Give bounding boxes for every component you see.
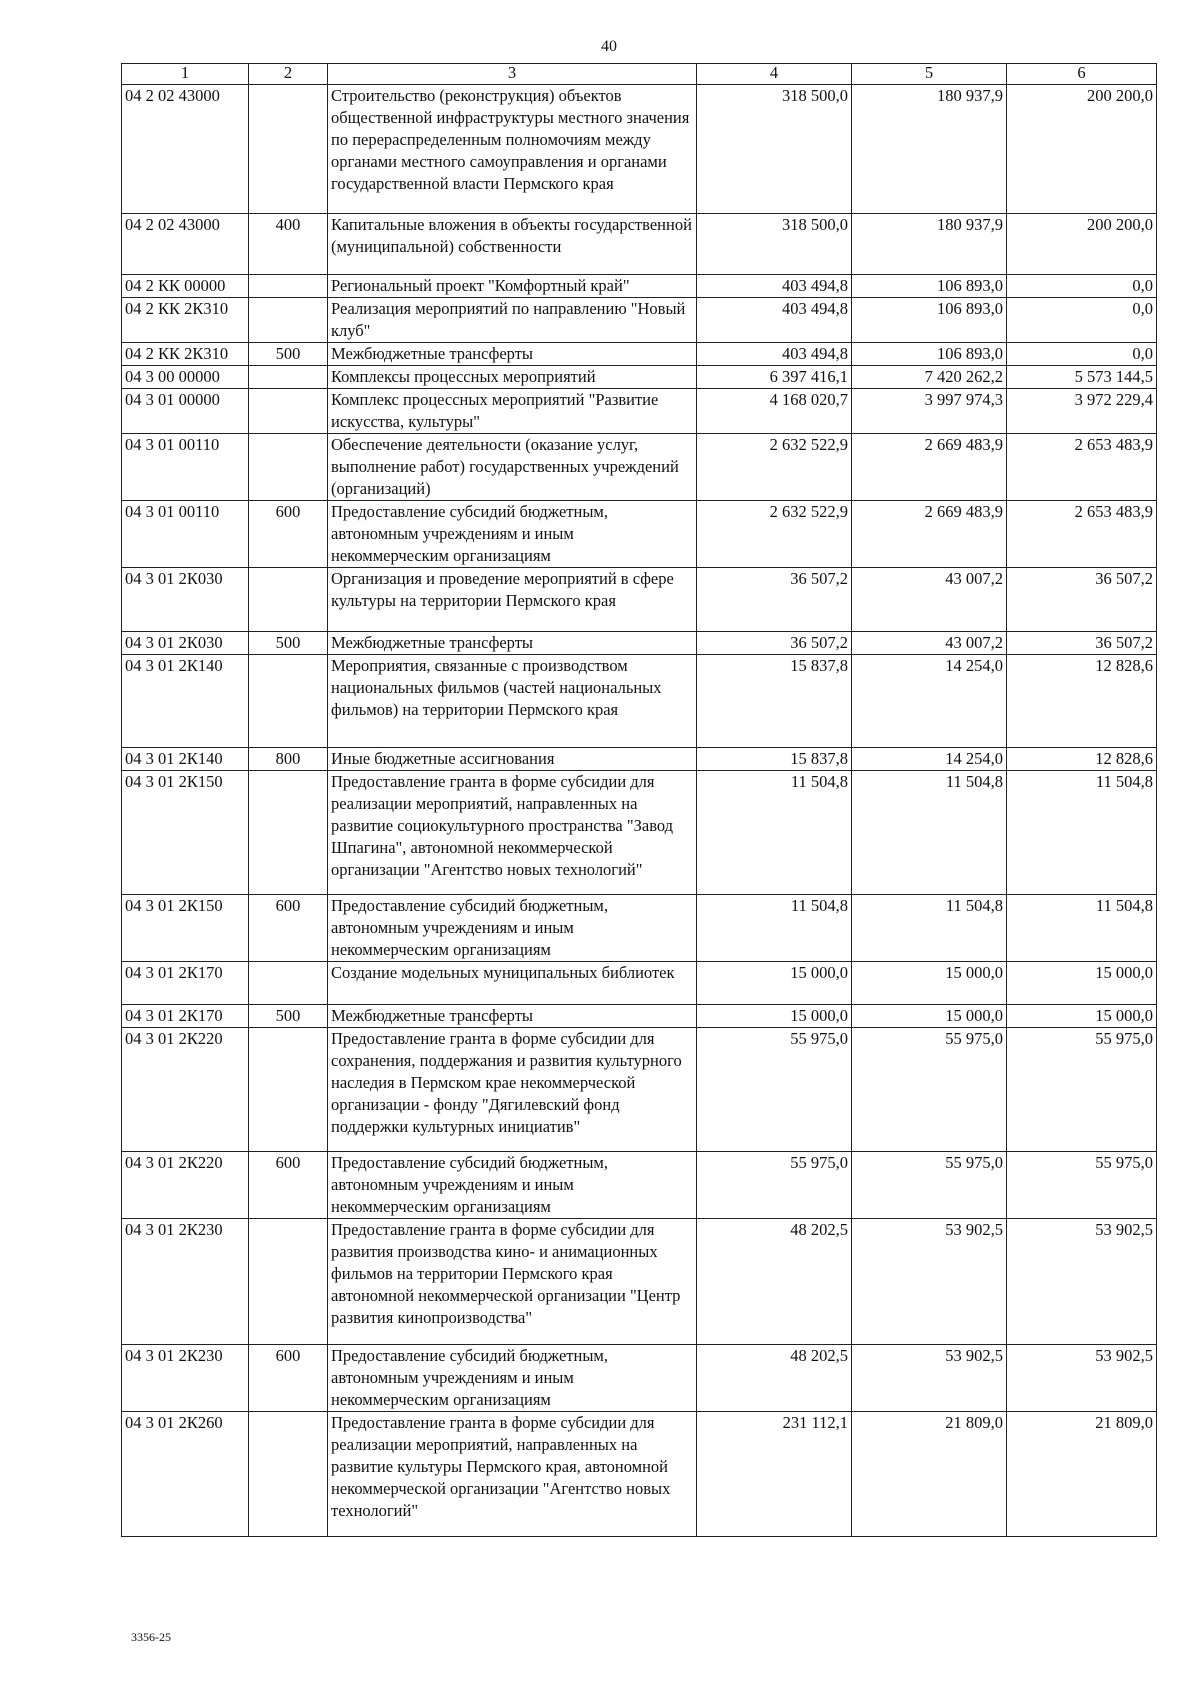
amount-col-6: 15 000,0	[1007, 962, 1157, 1005]
table-row	[122, 748, 1157, 771]
amount-col-5: 55 975,0	[852, 1152, 1007, 1219]
amount-col-5: 53 902,5	[852, 1219, 1007, 1345]
expense-type-code: 500	[249, 1005, 328, 1028]
budget-code: 04 3 01 2К150	[122, 771, 249, 895]
table-row	[122, 568, 1157, 632]
item-description: Предоставление гранта в форме субсидии для сохранения, поддержания и развития культурного наследия в Пермском крае некоммерческой организации - фонду "Дягилевский фонд поддержки культурных инициатив"	[328, 1028, 697, 1152]
amount-col-4: 6 397 416,1	[697, 366, 852, 389]
table-row	[122, 1028, 1157, 1152]
table-row	[122, 343, 1157, 366]
table-row	[122, 275, 1157, 298]
amount-col-5: 2 669 483,9	[852, 501, 1007, 568]
table-row	[122, 1005, 1157, 1028]
budget-table	[121, 63, 1157, 1537]
table-row	[122, 1345, 1157, 1412]
header-row	[122, 64, 1157, 85]
col-header-5: 5	[852, 64, 1007, 85]
item-description: Комплексы процессных мероприятий	[328, 366, 697, 389]
budget-code: 04 3 01 00110	[122, 434, 249, 501]
amount-col-4: 15 837,8	[697, 748, 852, 771]
table-row	[122, 895, 1157, 962]
amount-col-5: 106 893,0	[852, 275, 1007, 298]
expense-type-code	[249, 85, 328, 214]
budget-code: 04 3 01 2К140	[122, 748, 249, 771]
amount-col-6: 2 653 483,9	[1007, 501, 1157, 568]
item-description: Обеспечение деятельности (оказание услуг, выполнение работ) государственных учреждений (организаций)	[328, 434, 697, 501]
table-row	[122, 632, 1157, 655]
budget-code: 04 3 01 2К170	[122, 1005, 249, 1028]
col-header-6: 6	[1007, 64, 1157, 85]
amount-col-4: 48 202,5	[697, 1345, 852, 1412]
budget-code: 04 2 КК 2К310	[122, 343, 249, 366]
amount-col-4: 15 000,0	[697, 962, 852, 1005]
item-description: Реализация мероприятий по направлению "Новый клуб"	[328, 298, 697, 343]
budget-code: 04 3 01 2К150	[122, 895, 249, 962]
expense-type-code	[249, 771, 328, 895]
budget-code: 04 2 КК 00000	[122, 275, 249, 298]
amount-col-6: 2 653 483,9	[1007, 434, 1157, 501]
amount-col-5: 15 000,0	[852, 962, 1007, 1005]
amount-col-5: 43 007,2	[852, 568, 1007, 632]
item-description: Создание модельных муниципальных библиотек	[328, 962, 697, 1005]
amount-col-4: 48 202,5	[697, 1219, 852, 1345]
amount-col-5: 21 809,0	[852, 1412, 1007, 1537]
item-description: Предоставление гранта в форме субсидии для реализации мероприятий, направленных на развитие культуры Пермского края, автономной некоммерческой организации "Агентство новых технологий"	[328, 1412, 697, 1537]
expense-type-code: 500	[249, 632, 328, 655]
amount-col-6: 15 000,0	[1007, 1005, 1157, 1028]
budget-code: 04 3 01 2К220	[122, 1028, 249, 1152]
amount-col-4: 403 494,8	[697, 343, 852, 366]
budget-code: 04 3 01 2К170	[122, 962, 249, 1005]
item-description: Региональный проект "Комфортный край"	[328, 275, 697, 298]
amount-col-5: 14 254,0	[852, 655, 1007, 748]
budget-code: 04 3 01 2К230	[122, 1345, 249, 1412]
expense-type-code	[249, 298, 328, 343]
item-description: Строительство (реконструкция) объектов общественной инфраструктуры местного значения по перераспределенным полномочиям между органами местного самоуправления и органами государственной власти Пермского края	[328, 85, 697, 214]
document-id: 3356-25	[131, 1630, 171, 1644]
amount-col-4: 36 507,2	[697, 568, 852, 632]
table-row	[122, 434, 1157, 501]
item-description: Предоставление гранта в форме субсидии для развития производства кино- и анимационных фильмов на территории Пермского края автономной некоммерческой организации "Центр развития кинопроизводства"	[328, 1219, 697, 1345]
amount-col-6: 5 573 144,5	[1007, 366, 1157, 389]
amount-col-6: 3 972 229,4	[1007, 389, 1157, 434]
amount-col-4: 11 504,8	[697, 895, 852, 962]
expense-type-code: 600	[249, 895, 328, 962]
amount-col-5: 55 975,0	[852, 1028, 1007, 1152]
item-description: Капитальные вложения в объекты государственной (муниципальной) собственности	[328, 214, 697, 275]
page-number: 40	[601, 38, 617, 55]
amount-col-4: 403 494,8	[697, 298, 852, 343]
amount-col-6: 0,0	[1007, 298, 1157, 343]
table-row	[122, 1412, 1157, 1537]
amount-col-6: 55 975,0	[1007, 1152, 1157, 1219]
expense-type-code	[249, 1219, 328, 1345]
amount-col-6: 200 200,0	[1007, 85, 1157, 214]
expense-type-code	[249, 1412, 328, 1537]
amount-col-6: 12 828,6	[1007, 655, 1157, 748]
item-description: Организация и проведение мероприятий в сфере культуры на территории Пермского края	[328, 568, 697, 632]
expense-type-code: 500	[249, 343, 328, 366]
expense-type-code	[249, 655, 328, 748]
amount-col-6: 200 200,0	[1007, 214, 1157, 275]
item-description: Предоставление гранта в форме субсидии для реализации мероприятий, направленных на развитие социокультурного пространства "Завод Шпагина", автономной некоммерческой организации "Агентство новых технологий"	[328, 771, 697, 895]
amount-col-4: 318 500,0	[697, 85, 852, 214]
item-description: Иные бюджетные ассигнования	[328, 748, 697, 771]
table-row	[122, 1219, 1157, 1345]
expense-type-code: 600	[249, 501, 328, 568]
amount-col-4: 15 837,8	[697, 655, 852, 748]
item-description: Предоставление субсидий бюджетным, автономным учреждениям и иным некоммерческим организациям	[328, 1152, 697, 1219]
amount-col-6: 36 507,2	[1007, 632, 1157, 655]
item-description: Мероприятия, связанные с производством национальных фильмов (частей национальных фильмов) на территории Пермского края	[328, 655, 697, 748]
amount-col-4: 403 494,8	[697, 275, 852, 298]
budget-code: 04 3 01 2К030	[122, 568, 249, 632]
amount-col-6: 0,0	[1007, 275, 1157, 298]
budget-code: 04 2 КК 2К310	[122, 298, 249, 343]
amount-col-6: 55 975,0	[1007, 1028, 1157, 1152]
amount-col-4: 55 975,0	[697, 1152, 852, 1219]
amount-col-6: 21 809,0	[1007, 1412, 1157, 1537]
expense-type-code	[249, 568, 328, 632]
amount-col-6: 36 507,2	[1007, 568, 1157, 632]
budget-code: 04 3 01 00110	[122, 501, 249, 568]
table-row	[122, 655, 1157, 748]
budget-code: 04 2 02 43000	[122, 214, 249, 275]
table-row	[122, 501, 1157, 568]
amount-col-6: 11 504,8	[1007, 895, 1157, 962]
amount-col-5: 2 669 483,9	[852, 434, 1007, 501]
amount-col-6: 0,0	[1007, 343, 1157, 366]
amount-col-4: 318 500,0	[697, 214, 852, 275]
amount-col-4: 4 168 020,7	[697, 389, 852, 434]
item-description: Межбюджетные трансферты	[328, 1005, 697, 1028]
amount-col-6: 11 504,8	[1007, 771, 1157, 895]
amount-col-5: 53 902,5	[852, 1345, 1007, 1412]
amount-col-5: 180 937,9	[852, 214, 1007, 275]
col-header-4: 4	[697, 64, 852, 85]
budget-code: 04 3 01 2К260	[122, 1412, 249, 1537]
table-row	[122, 214, 1157, 275]
budget-code: 04 2 02 43000	[122, 85, 249, 214]
expense-type-code	[249, 366, 328, 389]
budget-code: 04 3 01 2К030	[122, 632, 249, 655]
amount-col-4: 231 112,1	[697, 1412, 852, 1537]
amount-col-4: 11 504,8	[697, 771, 852, 895]
expense-type-code	[249, 962, 328, 1005]
expense-type-code	[249, 275, 328, 298]
amount-col-5: 11 504,8	[852, 771, 1007, 895]
amount-col-5: 180 937,9	[852, 85, 1007, 214]
amount-col-5: 14 254,0	[852, 748, 1007, 771]
budget-code: 04 3 01 2К140	[122, 655, 249, 748]
table-row	[122, 85, 1157, 214]
col-header-1: 1	[122, 64, 249, 85]
item-description: Комплекс процессных мероприятий "Развитие искусства, культуры"	[328, 389, 697, 434]
budget-code: 04 3 00 00000	[122, 366, 249, 389]
amount-col-5: 11 504,8	[852, 895, 1007, 962]
table-row	[122, 962, 1157, 1005]
table-row	[122, 1152, 1157, 1219]
table-row	[122, 366, 1157, 389]
expense-type-code: 400	[249, 214, 328, 275]
amount-col-5: 106 893,0	[852, 343, 1007, 366]
table-row	[122, 298, 1157, 343]
amount-col-5: 3 997 974,3	[852, 389, 1007, 434]
amount-col-4: 2 632 522,9	[697, 434, 852, 501]
item-description: Предоставление субсидий бюджетным, автономным учреждениям и иным некоммерческим организациям	[328, 1345, 697, 1412]
item-description: Предоставление субсидий бюджетным, автономным учреждениям и иным некоммерческим организациям	[328, 501, 697, 568]
col-header-2: 2	[249, 64, 328, 85]
amount-col-5: 7 420 262,2	[852, 366, 1007, 389]
item-description: Межбюджетные трансферты	[328, 632, 697, 655]
item-description: Межбюджетные трансферты	[328, 343, 697, 366]
expense-type-code: 600	[249, 1345, 328, 1412]
amount-col-6: 53 902,5	[1007, 1219, 1157, 1345]
amount-col-6: 12 828,6	[1007, 748, 1157, 771]
amount-col-4: 2 632 522,9	[697, 501, 852, 568]
budget-code: 04 3 01 00000	[122, 389, 249, 434]
amount-col-6: 53 902,5	[1007, 1345, 1157, 1412]
amount-col-4: 36 507,2	[697, 632, 852, 655]
expense-type-code	[249, 434, 328, 501]
amount-col-4: 15 000,0	[697, 1005, 852, 1028]
budget-code: 04 3 01 2К230	[122, 1219, 249, 1345]
col-header-3: 3	[328, 64, 697, 85]
table-row	[122, 389, 1157, 434]
expense-type-code: 800	[249, 748, 328, 771]
item-description: Предоставление субсидий бюджетным, автономным учреждениям и иным некоммерческим организациям	[328, 895, 697, 962]
amount-col-5: 15 000,0	[852, 1005, 1007, 1028]
budget-code: 04 3 01 2К220	[122, 1152, 249, 1219]
amount-col-5: 43 007,2	[852, 632, 1007, 655]
table-row	[122, 771, 1157, 895]
expense-type-code: 600	[249, 1152, 328, 1219]
amount-col-5: 106 893,0	[852, 298, 1007, 343]
expense-type-code	[249, 1028, 328, 1152]
expense-type-code	[249, 389, 328, 434]
amount-col-4: 55 975,0	[697, 1028, 852, 1152]
